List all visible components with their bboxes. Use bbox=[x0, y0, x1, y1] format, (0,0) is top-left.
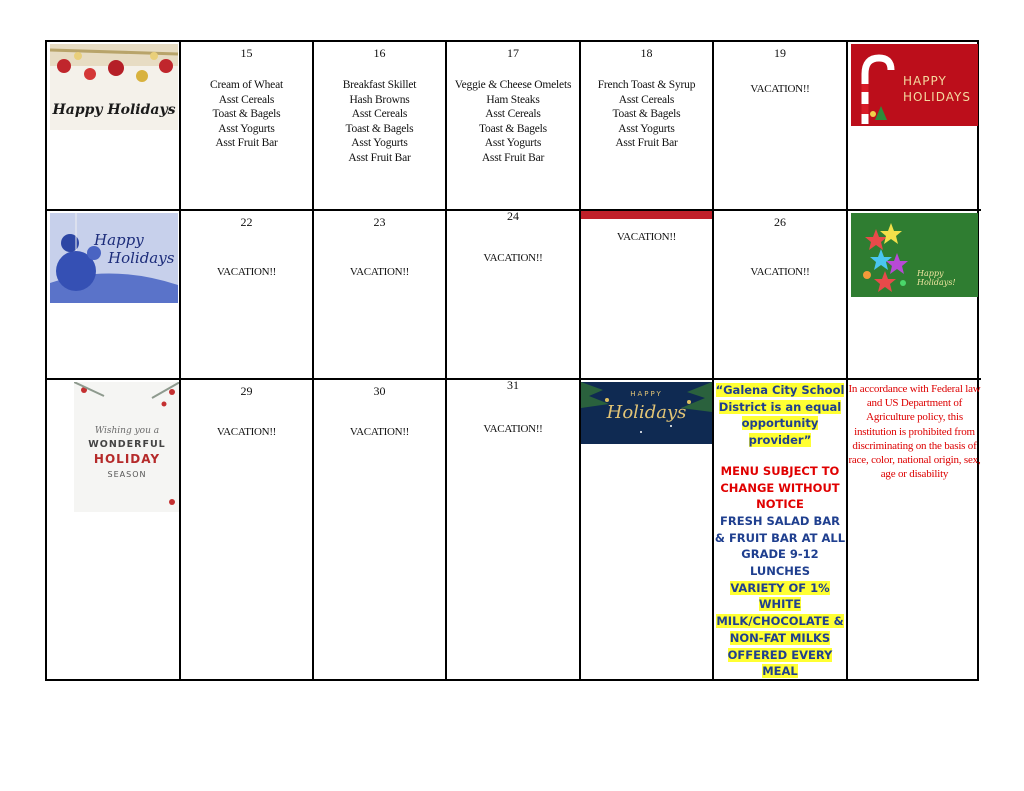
card-caption-line1: HAPPY bbox=[903, 74, 947, 88]
card-caption: Happy Holidays! bbox=[917, 269, 956, 287]
day-number: 18 bbox=[640, 46, 653, 60]
cell-day-23 bbox=[314, 211, 447, 380]
card-caption-line2: HOLIDAYS bbox=[903, 90, 971, 104]
menu-item: Asst Cereals bbox=[218, 93, 275, 106]
milk-notice: VARIETY OF 1% WHITE MILK/CHOCOLATE & NON-FAT MILKS OFFERED EVERY MEAL bbox=[716, 580, 844, 679]
menu-item: Toast & Bagels bbox=[479, 122, 547, 135]
menu-item: Breakfast Skillet bbox=[342, 79, 417, 91]
cell-week3-card-navy bbox=[581, 380, 714, 679]
day-number: 26 bbox=[774, 215, 786, 229]
menu-item: Asst Cereals bbox=[351, 108, 408, 121]
vacation-label: VACATION!! bbox=[750, 266, 810, 278]
happy-holidays-card-ornaments bbox=[50, 44, 178, 130]
cell-week3-card bbox=[47, 380, 181, 679]
menu-item: Toast & Bagels bbox=[345, 122, 414, 135]
menu-item: Asst Fruit Bar bbox=[348, 151, 411, 164]
cell-menu-notice bbox=[714, 380, 848, 679]
menu-subject-to-change: MENU SUBJECT TO CHANGE WITHOUT NOTICE bbox=[720, 463, 840, 512]
menu-list bbox=[314, 78, 445, 166]
menu-item: French Toast & Syrup bbox=[597, 79, 696, 91]
menu-item: Asst Cereals bbox=[485, 108, 541, 121]
menu-item: Asst Fruit Bar bbox=[615, 137, 678, 150]
day-number: 22 bbox=[240, 215, 253, 229]
nondiscrimination-statement: In accordance with Federal law and US Department of Agriculture policy, this institution is prohibited from discriminating on the basis of race, color, national origin, sex, age or disability bbox=[848, 383, 981, 481]
cell-week1-card bbox=[47, 42, 181, 211]
vacation-label: VACATION!! bbox=[616, 231, 677, 243]
vacation-label: VACATION!! bbox=[349, 266, 410, 278]
vacation-label: VACATION!! bbox=[349, 426, 410, 438]
card-line1: Wishing you a bbox=[94, 426, 160, 436]
menu-item: Asst Cereals bbox=[618, 93, 675, 106]
vacation-label: VACATION!! bbox=[483, 423, 543, 435]
menu-item: Asst Yogurts bbox=[218, 122, 275, 135]
day-number: 17 bbox=[507, 46, 519, 60]
card-line4: SEASON bbox=[107, 470, 147, 479]
vacation-label: VACATION!! bbox=[216, 426, 277, 438]
cell-week1-card-right bbox=[848, 42, 981, 211]
happy-holidays-card-navy bbox=[581, 382, 712, 444]
menu-item: Asst Yogurts bbox=[484, 137, 542, 150]
menu-list bbox=[181, 78, 312, 151]
menu-list bbox=[447, 78, 579, 166]
menu-notice bbox=[714, 382, 846, 679]
menu-item: Cream of Wheat bbox=[210, 79, 283, 91]
cell-day-17 bbox=[447, 42, 581, 211]
vacation-label: VACATION!! bbox=[483, 252, 543, 264]
menu-list bbox=[581, 78, 712, 151]
happy-holidays-card-blue bbox=[50, 213, 178, 303]
card-caption-line2: Holidays bbox=[606, 402, 687, 423]
card-line2: WONDERFUL bbox=[88, 439, 166, 450]
day-number: 30 bbox=[373, 384, 386, 398]
menu-calendar-grid bbox=[45, 40, 979, 681]
cell-day-26 bbox=[714, 211, 848, 380]
day-number: 24 bbox=[507, 211, 519, 223]
card-line3: HOLIDAY bbox=[93, 452, 161, 466]
card-caption-line1: HAPPY bbox=[630, 390, 663, 398]
menu-item: Asst Fruit Bar bbox=[215, 137, 278, 150]
menu-item: Toast & Bagels bbox=[612, 108, 681, 121]
cell-day-30 bbox=[314, 380, 447, 679]
card-caption-line2: Holidays bbox=[108, 249, 175, 267]
day-number: 19 bbox=[774, 46, 786, 60]
menu-item: Hash Browns bbox=[349, 93, 410, 106]
red-card-strip bbox=[581, 211, 712, 219]
cell-day-24 bbox=[447, 211, 581, 380]
day-number: 23 bbox=[373, 215, 386, 229]
day-number: 29 bbox=[240, 384, 253, 398]
menu-item: Veggie & Cheese Omelets bbox=[454, 79, 572, 91]
salad-bar-notice: FRESH SALAD BAR & FRUIT BAR AT ALL GRADE 9-12 LUNCHES bbox=[714, 513, 846, 579]
cell-day-22 bbox=[181, 211, 314, 380]
vacation-label: VACATION!! bbox=[750, 83, 810, 95]
cell-day-29 bbox=[181, 380, 314, 679]
cell-week2-card-right bbox=[848, 211, 981, 380]
cell-day-16 bbox=[314, 42, 447, 211]
card-caption: Happy Holidays bbox=[52, 102, 176, 118]
menu-item: Toast & Bagels bbox=[212, 108, 281, 121]
equal-opportunity-statement: “Galena City School District is an equal opportunity provider” bbox=[715, 383, 845, 448]
day-number: 16 bbox=[373, 46, 386, 60]
cell-day-19 bbox=[714, 42, 848, 211]
happy-holidays-card-green bbox=[851, 213, 978, 297]
wonderful-holiday-card bbox=[74, 382, 180, 512]
happy-holidays-card-red bbox=[851, 44, 978, 126]
cell-day-15 bbox=[181, 42, 314, 211]
vacation-label: VACATION!! bbox=[216, 266, 277, 278]
day-number: 15 bbox=[240, 46, 253, 60]
menu-item: Asst Yogurts bbox=[618, 122, 675, 135]
cell-day-18 bbox=[581, 42, 714, 211]
card-caption-line1: Happy bbox=[94, 231, 144, 249]
menu-item: Ham Steaks bbox=[486, 93, 540, 106]
menu-item: Asst Yogurts bbox=[351, 137, 408, 150]
cell-nondiscrimination bbox=[848, 380, 981, 679]
cell-day-31 bbox=[447, 380, 581, 679]
cell-day-25 bbox=[581, 211, 714, 380]
cell-week2-card bbox=[47, 211, 181, 380]
day-number: 31 bbox=[507, 380, 519, 392]
menu-item: Asst Fruit Bar bbox=[481, 151, 545, 164]
